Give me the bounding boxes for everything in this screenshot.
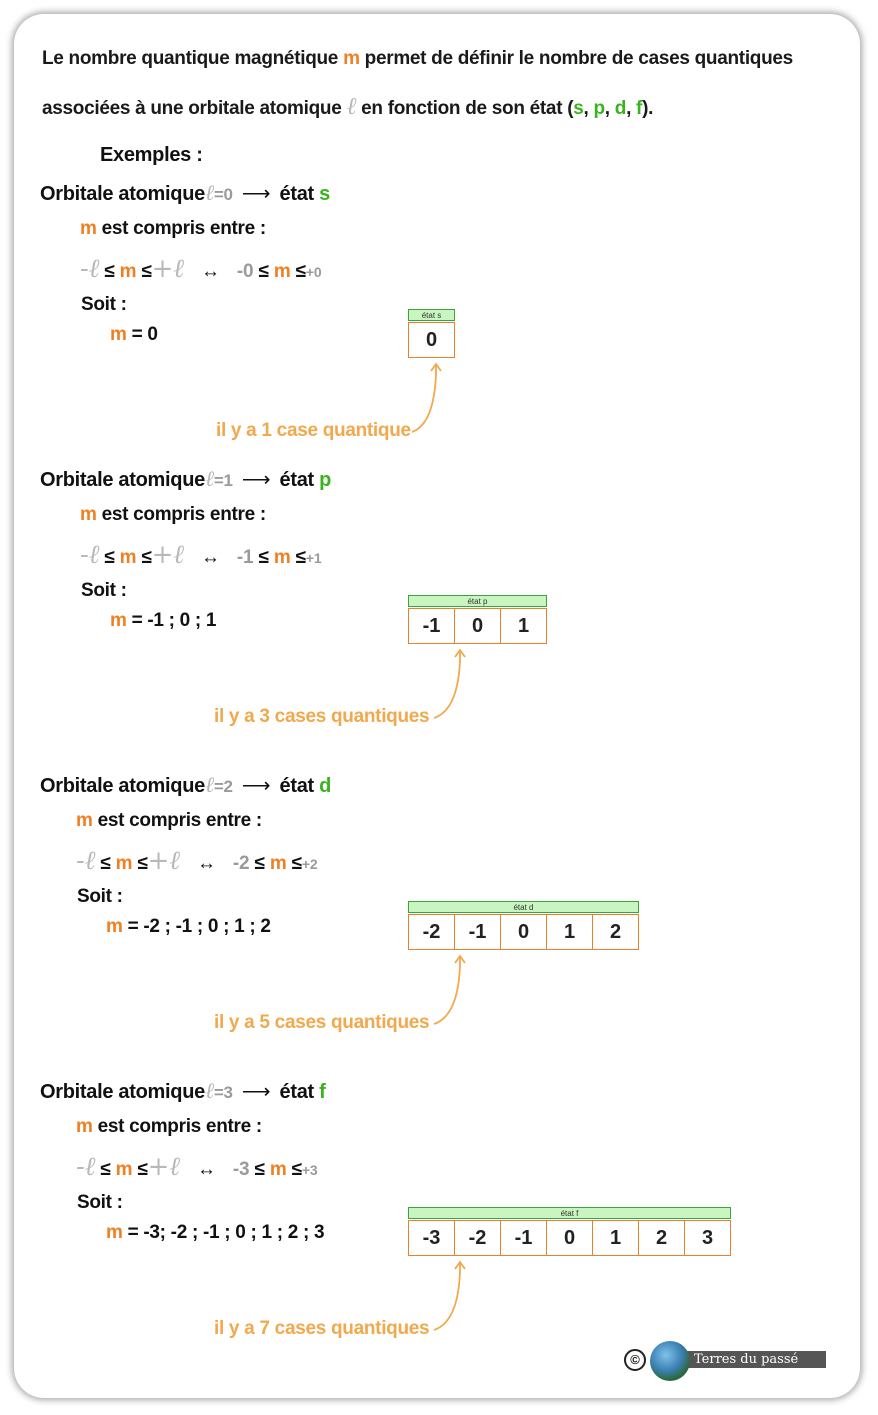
- intro-text: en fonction de son état (: [356, 98, 574, 119]
- le-sign: ≤: [291, 1159, 302, 1180]
- m-symbol: m: [76, 1116, 93, 1137]
- m-symbol: m: [80, 218, 97, 239]
- quantum-cell: 1: [500, 608, 547, 644]
- state-word: état: [279, 183, 314, 205]
- intro-text: permet de définir le nombre de cases quantiques: [359, 48, 793, 69]
- upper-bound: +0: [305, 264, 322, 280]
- quantum-cell: -1: [500, 1220, 547, 1256]
- le-sign: ≤: [104, 547, 115, 568]
- m-symbol: m: [119, 261, 137, 282]
- intro-close: ).: [642, 98, 654, 119]
- soit-label: Soit :: [81, 580, 127, 601]
- upper-bound: +2: [301, 856, 318, 872]
- le-sign: ≤: [137, 853, 148, 874]
- range-text: est compris entre :: [101, 504, 266, 525]
- m-symbol: m: [110, 324, 127, 345]
- cell-count: il y a 5 cases quantiques: [214, 1012, 430, 1033]
- globe-icon: [650, 1341, 690, 1381]
- arrow-icon: ⟶: [241, 469, 271, 491]
- le-sign: ≤: [254, 1159, 265, 1180]
- quantum-cell: 0: [454, 608, 501, 644]
- quantum-cell: -1: [408, 608, 455, 644]
- minus-ell: -ℓ: [80, 540, 100, 570]
- state-box-label: état f: [408, 1207, 731, 1219]
- arrow-icon: ⟶: [241, 1081, 271, 1103]
- le-sign: ≤: [291, 853, 302, 874]
- ell-symbol: ℓ: [204, 181, 214, 206]
- soit-label: Soit :: [77, 886, 123, 907]
- quantum-cell: 2: [592, 914, 639, 950]
- le-sign: ≤: [258, 547, 269, 568]
- lower-bound: -1: [236, 547, 254, 568]
- le-sign: ≤: [104, 261, 115, 282]
- state-letter: p: [319, 469, 332, 491]
- orbital-label: Orbitale atomique: [40, 469, 205, 491]
- state-word: état: [279, 1081, 314, 1103]
- state-word: état: [279, 469, 314, 491]
- orbital-label: Orbitale atomique: [40, 775, 205, 797]
- state-f: f: [636, 98, 643, 119]
- state-s: s: [573, 98, 584, 119]
- state-d: d: [614, 98, 627, 119]
- ell-value: =2: [213, 777, 233, 796]
- minus-ell: -ℓ: [76, 846, 96, 876]
- ell-symbol: ℓ: [204, 467, 214, 492]
- separator: ,: [626, 98, 637, 119]
- m-symbol: m: [273, 547, 291, 568]
- state-letter: s: [319, 183, 330, 205]
- state-box-label: état s: [408, 309, 455, 321]
- m-values-text: = -1 ; 0 ; 1: [131, 610, 217, 631]
- quantum-cell: 0: [546, 1220, 593, 1256]
- range-text: est compris entre :: [97, 810, 262, 831]
- m-symbol: m: [269, 1159, 287, 1180]
- plus-ell: +ℓ: [151, 254, 184, 284]
- equiv-icon: ↔: [200, 547, 220, 568]
- examples-heading: Exemples :: [100, 144, 203, 166]
- m-symbol: m: [76, 810, 93, 831]
- le-sign: ≤: [254, 853, 265, 874]
- separator: ,: [604, 98, 615, 119]
- m-symbol: m: [106, 916, 123, 937]
- quantum-cell: -1: [454, 914, 501, 950]
- arrow-icon: ⟶: [241, 775, 271, 797]
- arrow-icon: ⟶: [241, 183, 271, 205]
- equiv-icon: ↔: [196, 853, 216, 874]
- m-symbol: m: [343, 48, 360, 69]
- orbital-label: Orbitale atomique: [40, 183, 205, 205]
- m-symbol: m: [273, 261, 291, 282]
- le-sign: ≤: [141, 547, 152, 568]
- ell-value: =3: [213, 1083, 233, 1102]
- quantum-cell: 3: [684, 1220, 731, 1256]
- cell-count: il y a 1 case quantique: [216, 420, 411, 441]
- separator: ,: [583, 98, 594, 119]
- intro-text: associées à une orbitale atomique: [42, 98, 347, 119]
- ell-symbol: ℓ: [346, 92, 357, 120]
- soit-label: Soit :: [77, 1192, 123, 1213]
- m-values-text: = -2 ; -1 ; 0 ; 1 ; 2: [127, 916, 271, 937]
- quantum-cell: -2: [408, 914, 455, 950]
- copyright-badge: [624, 1345, 826, 1377]
- m-symbol: m: [119, 547, 137, 568]
- soit-label: Soit :: [81, 294, 127, 315]
- m-symbol: m: [110, 610, 127, 631]
- m-symbol: m: [80, 504, 97, 525]
- quantum-cell: 0: [408, 322, 455, 358]
- plus-ell: +ℓ: [147, 1152, 180, 1182]
- equiv-icon: ↔: [200, 261, 220, 282]
- quantum-cell: -2: [454, 1220, 501, 1256]
- le-sign: ≤: [295, 547, 306, 568]
- le-sign: ≤: [141, 261, 152, 282]
- ell-symbol: ℓ: [204, 773, 214, 798]
- quantum-cell: 1: [592, 1220, 639, 1256]
- m-symbol: m: [115, 1159, 133, 1180]
- m-symbol: m: [269, 853, 287, 874]
- quantum-cell: -3: [408, 1220, 455, 1256]
- state-box-label: état p: [408, 595, 547, 607]
- state-box-label: état d: [408, 901, 639, 913]
- m-symbol: m: [106, 1222, 123, 1243]
- cell-count: il y a 3 cases quantiques: [214, 706, 430, 727]
- upper-bound: +1: [305, 550, 322, 566]
- minus-ell: -ℓ: [76, 1152, 96, 1182]
- quantum-cell: 1: [546, 914, 593, 950]
- le-sign: ≤: [100, 1159, 111, 1180]
- intro-text: Le nombre quantique magnétique: [42, 48, 344, 69]
- quantum-cell: 0: [500, 914, 547, 950]
- equiv-icon: ↔: [196, 1159, 216, 1180]
- plus-ell: +ℓ: [151, 540, 184, 570]
- lower-bound: -3: [232, 1159, 250, 1180]
- le-sign: ≤: [137, 1159, 148, 1180]
- le-sign: ≤: [100, 853, 111, 874]
- copyright-icon: ©: [624, 1349, 646, 1371]
- range-text: est compris entre :: [97, 1116, 262, 1137]
- state-word: état: [279, 775, 314, 797]
- quantum-cell: 2: [638, 1220, 685, 1256]
- state-p: p: [593, 98, 605, 119]
- m-symbol: m: [115, 853, 133, 874]
- orbital-label: Orbitale atomique: [40, 1081, 205, 1103]
- lower-bound: -2: [232, 853, 250, 874]
- range-text: est compris entre :: [101, 218, 266, 239]
- upper-bound: +3: [301, 1162, 318, 1178]
- minus-ell: -ℓ: [80, 254, 100, 284]
- state-letter: f: [319, 1081, 326, 1103]
- state-letter: d: [319, 775, 332, 797]
- cell-count: il y a 7 cases quantiques: [214, 1318, 430, 1339]
- le-sign: ≤: [295, 261, 306, 282]
- brand-banner: Terres du passé: [680, 1351, 826, 1368]
- ell-value: =0: [213, 185, 233, 204]
- ell-symbol: ℓ: [204, 1079, 214, 1104]
- le-sign: ≤: [258, 261, 269, 282]
- ell-value: =1: [213, 471, 233, 490]
- m-values-text: = -3; -2 ; -1 ; 0 ; 1 ; 2 ; 3: [127, 1222, 325, 1243]
- lower-bound: -0: [236, 261, 254, 282]
- m-values-text: = 0: [131, 324, 158, 345]
- plus-ell: +ℓ: [147, 846, 180, 876]
